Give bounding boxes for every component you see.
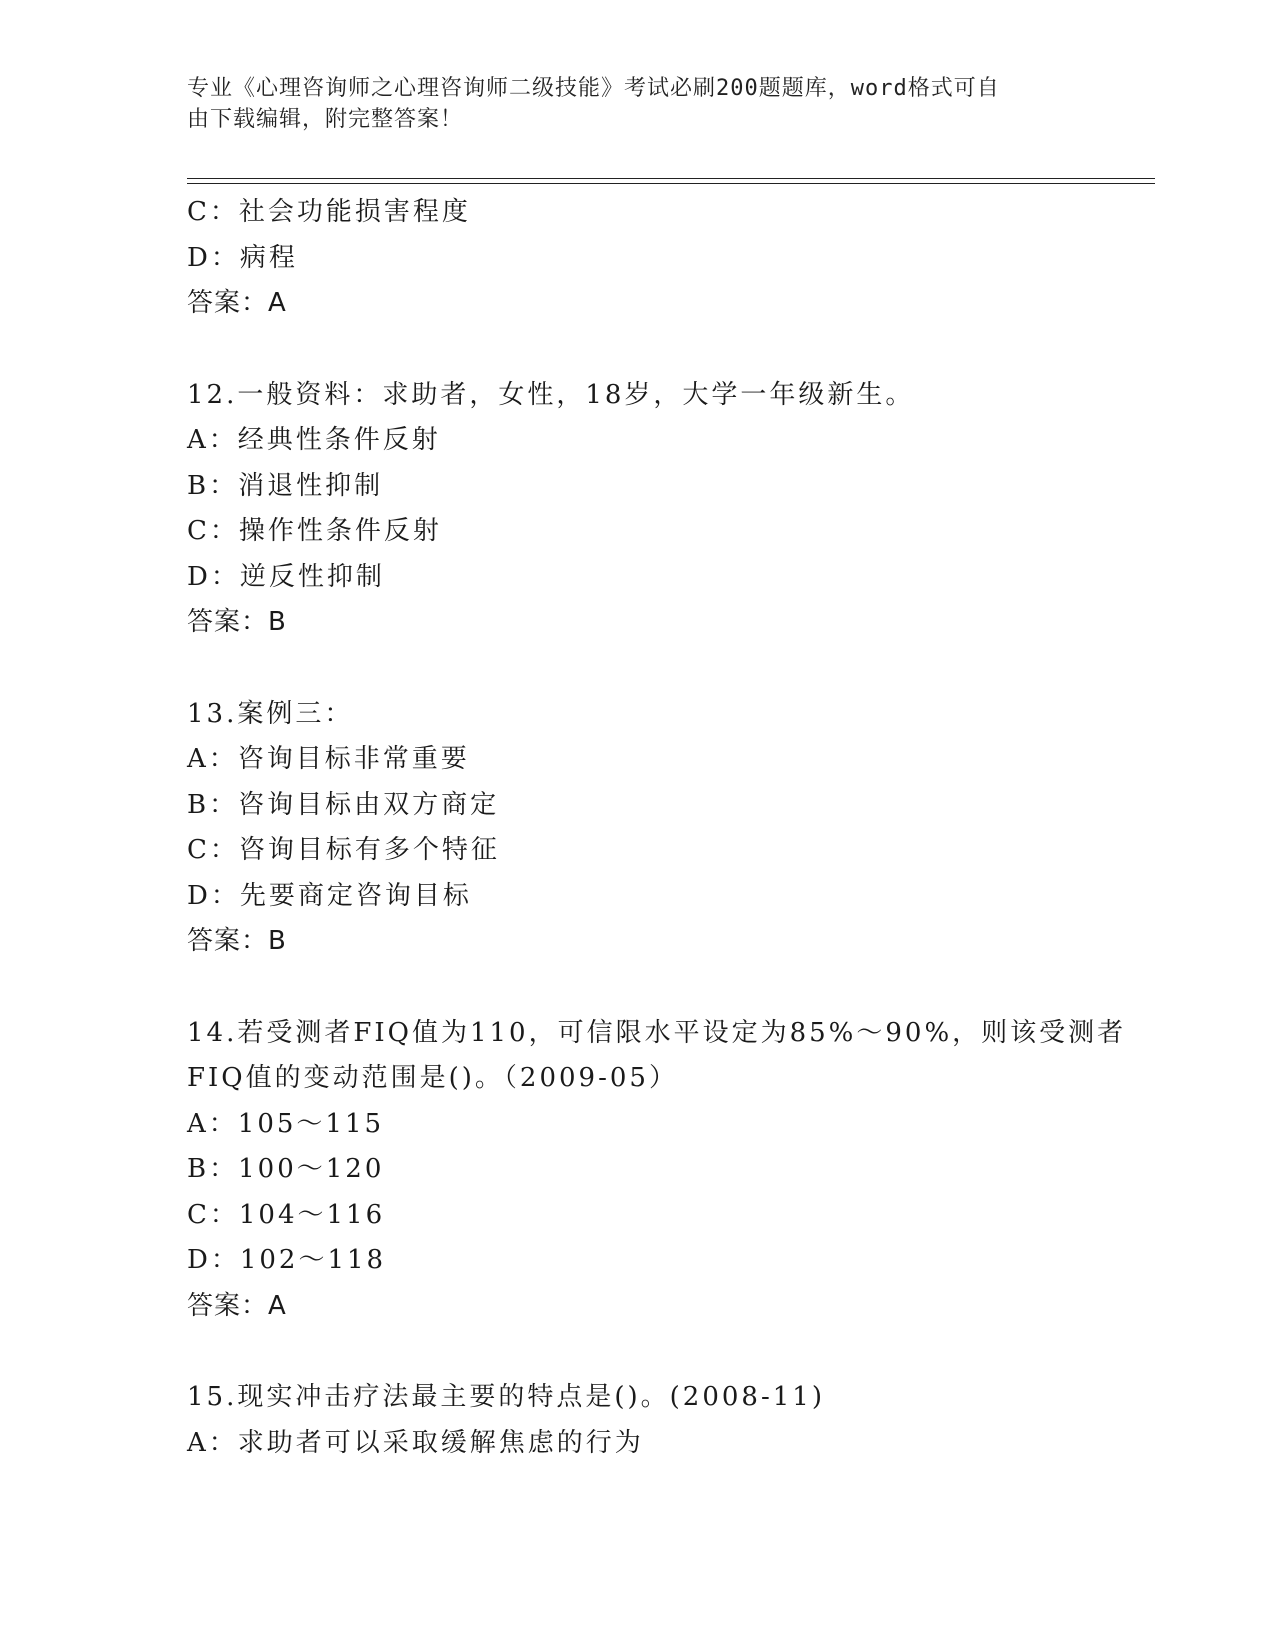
answer-line: 答案：B xyxy=(187,607,287,637)
option-b: B：消退性抑制 xyxy=(187,470,384,501)
question-text: 12.一般资料：求助者，女性，18岁，大学一年级新生。 xyxy=(187,379,915,410)
document-body xyxy=(187,190,1127,1466)
header-rule-bottom xyxy=(187,183,1155,184)
spacer xyxy=(187,1329,1087,1375)
option-b: B：100～120 xyxy=(187,1154,385,1184)
option-d: D：逆反性抑制 xyxy=(187,561,385,592)
option-c: C：操作性条件反射 xyxy=(187,516,442,546)
spacer xyxy=(187,965,1087,1011)
answer-line: 答案：B xyxy=(187,926,287,956)
option-d: D：先要商定咨询目标 xyxy=(187,880,472,911)
option-c: C：咨询目标有多个特征 xyxy=(187,835,500,865)
spacer xyxy=(187,646,1087,692)
question-12 xyxy=(187,373,1087,646)
option-a: A：求助者可以采取缓解焦虑的行为 xyxy=(187,1427,644,1458)
option-a: A：咨询目标非常重要 xyxy=(187,744,470,774)
option-a: A：经典性条件反射 xyxy=(187,425,441,455)
answer-line: 答案：A xyxy=(187,1290,287,1321)
option-c: C：社会功能损害程度 xyxy=(187,197,471,227)
header-line-2: 由下载编辑，附完整答案！ xyxy=(187,107,464,132)
question-text: 15.现实冲击疗法最主要的特点是()。(2008-11) xyxy=(187,1382,825,1412)
question-text: 13.案例三： xyxy=(187,698,354,729)
option-a: A：105～115 xyxy=(187,1108,385,1139)
option-d: D：102～118 xyxy=(187,1245,387,1275)
question-14 xyxy=(187,1011,1127,1330)
header-line-1: 专业《心理咨询师之心理咨询师二级技能》考试必刷200题题库，word格式可自 xyxy=(187,76,1000,101)
question-13 xyxy=(187,692,1087,965)
document-header xyxy=(187,73,1067,135)
answer-line: 答案：A xyxy=(187,288,287,318)
option-d: D：病程 xyxy=(187,242,298,273)
question-11-fragment xyxy=(187,190,1087,327)
option-b: B：咨询目标由双方商定 xyxy=(187,789,500,820)
question-text-line-2: FIQ值的变动范围是()。（2009-05） xyxy=(187,1063,678,1093)
question-text-line-1: 14.若受测者FIQ值为110，可信限水平设定为85%～90%，则该受测者 xyxy=(187,1017,1127,1048)
question-15 xyxy=(187,1375,1087,1466)
header-rule-top xyxy=(187,178,1155,179)
spacer xyxy=(187,327,1087,373)
option-c: C：104～116 xyxy=(187,1199,386,1230)
